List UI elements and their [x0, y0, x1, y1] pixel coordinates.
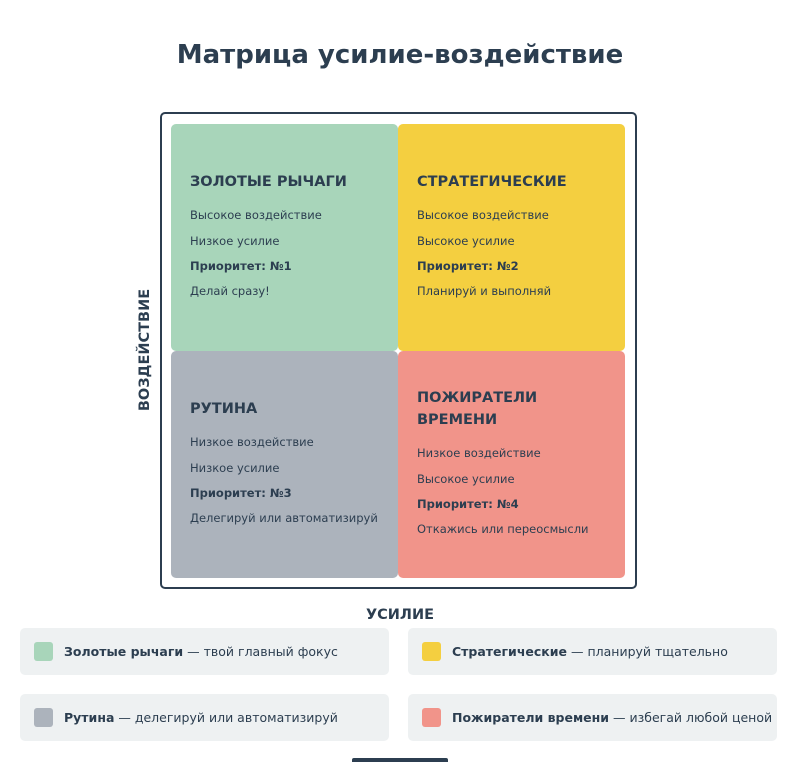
- quadrant-effort: Низкое усилие: [190, 461, 280, 475]
- legend-desc: — избегай любой ценой: [609, 710, 773, 725]
- legend-text: [452, 710, 772, 725]
- legend-name: Рутина: [64, 710, 115, 725]
- quadrant-priority: Приоритет: №2: [417, 259, 519, 273]
- legend-name: Стратегические: [452, 644, 568, 659]
- quadrant-priority: Приоритет: №4: [417, 497, 519, 511]
- quadrant-routine: [171, 351, 398, 578]
- legend-item-time-wasters: [408, 694, 777, 741]
- quadrant-effort: Низкое усилие: [190, 234, 280, 248]
- legend-text: [452, 644, 728, 659]
- x-axis-label: УСИЛИЕ: [365, 607, 435, 623]
- quadrant-golden-levers: [171, 124, 398, 351]
- quadrant-impact: Низкое воздействие: [190, 435, 314, 449]
- quadrant-priority: Приоритет: №1: [190, 259, 292, 273]
- legend-name: Золотые рычаги: [64, 644, 184, 659]
- home-indicator-bar: [352, 758, 448, 762]
- quadrant-title: СТРАТЕГИЧЕСКИЕ: [417, 174, 567, 190]
- legend-desc: — твой главный фокус: [183, 644, 338, 659]
- quadrant-effort: Высокое усилие: [417, 234, 515, 248]
- legend-name: Пожиратели времени: [452, 710, 610, 725]
- quadrant-impact: Высокое воздействие: [417, 208, 549, 222]
- quadrant-action: Делай сразу!: [190, 284, 270, 298]
- legend-text: [64, 644, 338, 659]
- legend-swatch: [34, 642, 53, 661]
- quadrant-action: Планируй и выполняй: [417, 284, 552, 298]
- legend-swatch: [422, 642, 441, 661]
- quadrant-time-wasters: [398, 351, 625, 578]
- quadrant-impact: Низкое воздействие: [417, 446, 541, 460]
- quadrant-title: РУТИНА: [190, 401, 258, 417]
- quadrant-action: Делегируй или автоматизируй: [190, 511, 378, 525]
- legend-item-golden-levers: [20, 628, 389, 675]
- y-axis-label: ВОЗДЕЙСТВИЕ: [137, 288, 153, 412]
- quadrant-priority: Приоритет: №3: [190, 486, 292, 500]
- legend-item-strategic: [408, 628, 777, 675]
- legend-text: [64, 710, 338, 725]
- legend-item-routine: [20, 694, 389, 741]
- quadrant-title: ЗОЛОТЫЕ РЫЧАГИ: [190, 174, 347, 190]
- legend-desc: — планируй тщательно: [567, 644, 728, 659]
- quadrant-impact: Высокое воздействие: [190, 208, 322, 222]
- legend-swatch: [422, 708, 441, 727]
- legend-desc: — делегируй или автоматизируй: [114, 710, 338, 725]
- quadrant-title: ПОЖИРАТЕЛИ ВРЕМЕНИ: [417, 390, 538, 428]
- page-title: Матрица усилие-воздействие: [176, 40, 624, 70]
- quadrant-effort: Высокое усилие: [417, 472, 515, 486]
- quadrant-action: Откажись или переосмысли: [417, 522, 589, 536]
- quadrant-strategic: [398, 124, 625, 351]
- legend-swatch: [34, 708, 53, 727]
